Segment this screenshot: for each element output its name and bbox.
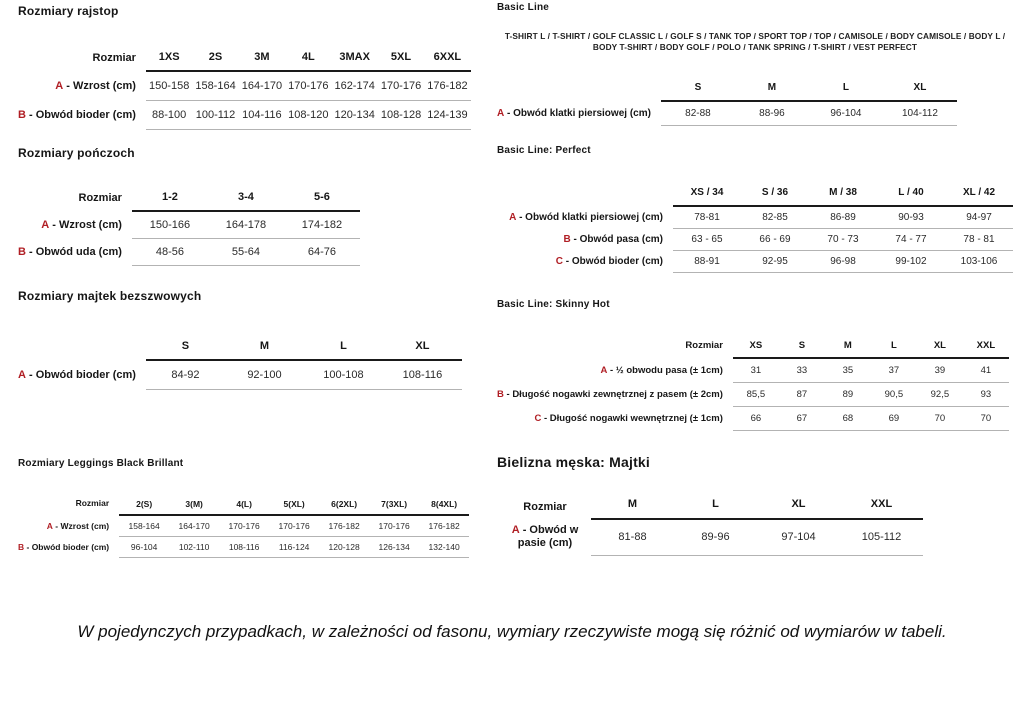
footnote: W pojedynczych przypadkach, w zależności od fasonu, wymiary rzeczywiste mogą się różnić od wymiarów w tabeli. bbox=[77, 622, 947, 641]
table-row bbox=[18, 101, 471, 130]
table-corner-label: Rozmiar bbox=[523, 500, 567, 513]
column-header: M bbox=[825, 337, 871, 358]
table-row bbox=[497, 383, 1009, 407]
size-table bbox=[497, 78, 957, 126]
row-label: A - Obwód w pasie (cm) bbox=[511, 524, 579, 550]
table-row bbox=[497, 251, 1013, 273]
size-value: 84-92 bbox=[146, 360, 225, 390]
row-letter: A bbox=[509, 211, 517, 223]
size-value: 170-176 bbox=[285, 71, 331, 101]
column-header: XS / 34 bbox=[673, 183, 741, 206]
section-title-rajstop: Rozmiary rajstop bbox=[18, 4, 119, 18]
size-value: 108-116 bbox=[219, 537, 269, 558]
column-header: XS bbox=[733, 337, 779, 358]
size-value: 94-97 bbox=[945, 206, 1013, 229]
row-label: B - Obwód pasa (cm) bbox=[563, 234, 663, 245]
basic-line-size-table bbox=[497, 78, 1020, 126]
size-table bbox=[505, 493, 923, 556]
row-letter: A bbox=[511, 524, 520, 536]
table-corner-label: Rozmiar bbox=[685, 340, 723, 351]
section-basic-line bbox=[497, 2, 1020, 126]
size-value: 92-95 bbox=[741, 251, 809, 273]
column-header: S / 36 bbox=[741, 183, 809, 206]
size-value: 31 bbox=[733, 358, 779, 383]
size-value: 162-174 bbox=[331, 71, 377, 101]
row-label: B - Obwód uda (cm) bbox=[18, 246, 122, 258]
size-value: 102-110 bbox=[169, 537, 219, 558]
section-majtki-bezszwowe bbox=[18, 289, 462, 390]
size-value: 103-106 bbox=[945, 251, 1013, 273]
row-letter: B bbox=[18, 109, 26, 121]
column-header: 1XS bbox=[146, 47, 192, 71]
table-corner-label bbox=[497, 78, 661, 101]
size-value: 170-176 bbox=[378, 71, 424, 101]
size-table bbox=[497, 337, 1009, 431]
size-value: 108-128 bbox=[378, 101, 424, 130]
size-value: 124-139 bbox=[424, 101, 470, 130]
ponczochy-size-table bbox=[18, 187, 360, 266]
table-corner-label bbox=[497, 183, 673, 206]
row-label: A - ½ obwodu pasa (± 1cm) bbox=[600, 364, 723, 376]
table-row bbox=[497, 206, 1013, 229]
row-label: B - Obwód bioder (cm) bbox=[18, 542, 110, 552]
size-value: 69 bbox=[871, 407, 917, 431]
column-header: XXL bbox=[840, 493, 923, 519]
row-label: A - Wzrost (cm) bbox=[41, 218, 122, 231]
column-header: 2S bbox=[192, 47, 238, 71]
size-value: 66 bbox=[733, 407, 779, 431]
column-header: 3-4 bbox=[208, 187, 284, 211]
row-letter: A bbox=[18, 368, 26, 381]
size-value: 48-56 bbox=[132, 239, 208, 266]
column-header: 7(3XL) bbox=[369, 497, 419, 515]
size-value: 132-140 bbox=[419, 537, 469, 558]
size-value: 104-116 bbox=[239, 101, 285, 130]
size-value: 150-166 bbox=[132, 211, 208, 239]
column-header: 5(XL) bbox=[269, 497, 319, 515]
section-basic-line-skinny-hot bbox=[497, 299, 1009, 431]
row-label: C - Obwód bioder (cm) bbox=[555, 256, 663, 267]
size-value: 70 - 73 bbox=[809, 229, 877, 251]
column-header: 6XXL bbox=[424, 47, 470, 71]
column-header: S bbox=[779, 337, 825, 358]
size-value: 68 bbox=[825, 407, 871, 431]
column-header: M bbox=[735, 78, 809, 101]
column-header: XL bbox=[883, 78, 957, 101]
table-corner-label: Rozmiar bbox=[92, 52, 136, 64]
size-value: 116-124 bbox=[269, 537, 319, 558]
row-letter: C bbox=[534, 413, 542, 424]
rajstop-size-table bbox=[18, 47, 471, 130]
table-row bbox=[497, 407, 1009, 431]
leggings-size-table bbox=[18, 497, 469, 558]
table-header-row bbox=[497, 78, 957, 101]
table-row bbox=[18, 515, 469, 537]
column-header: L bbox=[809, 78, 883, 101]
size-value: 164-178 bbox=[208, 211, 284, 239]
size-value: 126-134 bbox=[369, 537, 419, 558]
size-value: 86-89 bbox=[809, 206, 877, 229]
column-header: M bbox=[591, 493, 674, 519]
size-value: 174-182 bbox=[284, 211, 360, 239]
table-row bbox=[497, 358, 1009, 383]
section-basic-line-perfect bbox=[497, 145, 1013, 273]
size-table bbox=[18, 336, 462, 390]
row-label: A - Obwód klatki piersiowej (cm) bbox=[509, 211, 663, 223]
size-value: 63 - 65 bbox=[673, 229, 741, 251]
size-value: 37 bbox=[871, 358, 917, 383]
row-letter: B bbox=[563, 234, 571, 245]
row-label: C - Długość nogawki wewnętrznej (± 1cm) bbox=[534, 413, 723, 424]
size-value: 35 bbox=[825, 358, 871, 383]
size-value: 81-88 bbox=[591, 519, 674, 555]
column-header: XL / 42 bbox=[945, 183, 1013, 206]
size-value: 108-116 bbox=[383, 360, 462, 390]
section-title-ponczochy: Rozmiary pończoch bbox=[18, 146, 135, 160]
table-header-row bbox=[497, 183, 1013, 206]
majtki-bezszwowe-size-table bbox=[18, 336, 462, 390]
size-value: 88-91 bbox=[673, 251, 741, 273]
size-value: 82-88 bbox=[661, 101, 735, 126]
table-header-row bbox=[18, 336, 462, 360]
size-value: 55-64 bbox=[208, 239, 284, 266]
skinny-hot-size-table bbox=[497, 337, 1009, 431]
size-value: 87 bbox=[779, 383, 825, 407]
table-header-row bbox=[497, 337, 1009, 358]
column-header: L bbox=[871, 337, 917, 358]
column-header: L bbox=[674, 493, 757, 519]
size-value: 164-170 bbox=[239, 71, 285, 101]
table-header-row bbox=[18, 497, 469, 515]
size-value: 120-134 bbox=[331, 101, 377, 130]
row-letter: A bbox=[497, 107, 505, 119]
column-header: S bbox=[146, 336, 225, 360]
size-value: 88-96 bbox=[735, 101, 809, 126]
size-value: 39 bbox=[917, 358, 963, 383]
row-label: B - Długość nogawki zewnętrznej z pasem (± 2cm) bbox=[497, 389, 723, 400]
table-row bbox=[505, 519, 923, 555]
column-header: 8(4XL) bbox=[419, 497, 469, 515]
size-value: 92-100 bbox=[225, 360, 304, 390]
table-header-row bbox=[505, 493, 923, 519]
size-value: 78 - 81 bbox=[945, 229, 1013, 251]
size-value: 176-182 bbox=[419, 515, 469, 537]
column-header: 3(M) bbox=[169, 497, 219, 515]
size-table bbox=[18, 497, 469, 558]
column-header: 3MAX bbox=[331, 47, 377, 71]
size-value: 104-112 bbox=[883, 101, 957, 126]
size-value: 70 bbox=[917, 407, 963, 431]
table-row bbox=[18, 211, 360, 239]
size-value: 105-112 bbox=[840, 519, 923, 555]
section-ponczochy bbox=[18, 146, 360, 266]
table-row bbox=[18, 239, 360, 266]
size-value: 88-100 bbox=[146, 101, 192, 130]
size-value: 85,5 bbox=[733, 383, 779, 407]
row-label: B - Obwód bioder (cm) bbox=[18, 109, 136, 121]
size-value: 158-164 bbox=[192, 71, 238, 101]
size-value: 170-176 bbox=[369, 515, 419, 537]
section-title-leggings: Rozmiary Leggings Black Brillant bbox=[18, 458, 184, 469]
row-letter: A bbox=[600, 364, 608, 376]
column-header: XXL bbox=[963, 337, 1009, 358]
size-value: 67 bbox=[779, 407, 825, 431]
size-value: 99-102 bbox=[877, 251, 945, 273]
size-value: 96-104 bbox=[809, 101, 883, 126]
size-value: 176-182 bbox=[319, 515, 369, 537]
bielizna-meska-size-table bbox=[505, 493, 923, 556]
column-header: L / 40 bbox=[877, 183, 945, 206]
row-letter: C bbox=[555, 256, 563, 267]
table-row bbox=[497, 229, 1013, 251]
column-header: 6(2XL) bbox=[319, 497, 369, 515]
size-value: 70 bbox=[963, 407, 1009, 431]
size-table bbox=[18, 47, 471, 130]
section-title-majtki-bezszwowe: Rozmiary majtek bezszwowych bbox=[18, 289, 202, 303]
size-value: 176-182 bbox=[424, 71, 470, 101]
table-header-row bbox=[18, 187, 360, 211]
row-letter: B bbox=[18, 246, 26, 258]
size-value: 93 bbox=[963, 383, 1009, 407]
size-value: 96-98 bbox=[809, 251, 877, 273]
size-value: 158-164 bbox=[119, 515, 169, 537]
column-header: 3M bbox=[239, 47, 285, 71]
table-header-row bbox=[18, 47, 471, 71]
size-value: 33 bbox=[779, 358, 825, 383]
column-header: L bbox=[304, 336, 383, 360]
size-table bbox=[497, 183, 1013, 273]
column-header: 5XL bbox=[378, 47, 424, 71]
section-leggings bbox=[18, 458, 469, 558]
column-header: XL bbox=[383, 336, 462, 360]
size-value: 100-108 bbox=[304, 360, 383, 390]
size-value: 120-128 bbox=[319, 537, 369, 558]
size-value: 78-81 bbox=[673, 206, 741, 229]
table-corner-label bbox=[18, 336, 146, 360]
column-header: 2(S) bbox=[119, 497, 169, 515]
row-label: A - Obwód klatki piersiowej (cm) bbox=[497, 107, 651, 119]
table-row bbox=[18, 360, 462, 390]
column-header: S bbox=[661, 78, 735, 101]
basic-line-product-list: T-SHIRT L / T-SHIRT / GOLF CLASSIC L / GOLF S / TANK TOP / SPORT TOP / TOP / CAMISOLE / BODY CAMISOLE / BODY L / BODY T-SHIRT / BODY GOLF / POLO / TANK SPRING / T-SHIRT / VEST PERFECT bbox=[504, 31, 1006, 52]
size-value: 170-176 bbox=[219, 515, 269, 537]
row-label: A - Wzrost (cm) bbox=[55, 79, 136, 92]
column-header: 4(L) bbox=[219, 497, 269, 515]
section-rajstop bbox=[18, 4, 471, 130]
section-title-perfect: Basic Line: Perfect bbox=[497, 145, 591, 156]
size-value: 100-112 bbox=[192, 101, 238, 130]
size-value: 41 bbox=[963, 358, 1009, 383]
size-table bbox=[18, 187, 360, 266]
section-title-bielizna-meska: Bielizna męska: Majtki bbox=[497, 454, 651, 470]
column-header: XL bbox=[757, 493, 840, 519]
row-letter: A bbox=[41, 218, 50, 231]
column-header: XL bbox=[917, 337, 963, 358]
size-value: 108-120 bbox=[285, 101, 331, 130]
column-header: M / 38 bbox=[809, 183, 877, 206]
row-letter: A bbox=[55, 79, 64, 92]
row-letter: B bbox=[497, 389, 504, 400]
table-row bbox=[497, 101, 957, 126]
size-value: 92,5 bbox=[917, 383, 963, 407]
column-header: 5-6 bbox=[284, 187, 360, 211]
size-value: 96-104 bbox=[119, 537, 169, 558]
size-value: 64-76 bbox=[284, 239, 360, 266]
section-bielizna-meska bbox=[497, 454, 923, 556]
table-row bbox=[18, 537, 469, 558]
table-corner-label: Rozmiar bbox=[78, 192, 122, 204]
row-label: A - Obwód bioder (cm) bbox=[18, 368, 136, 381]
table-corner-label: Rozmiar bbox=[75, 498, 110, 508]
size-value: 82-85 bbox=[741, 206, 809, 229]
row-letter: B bbox=[18, 542, 25, 552]
size-value: 150-158 bbox=[146, 71, 192, 101]
size-value: 164-170 bbox=[169, 515, 219, 537]
perfect-size-table bbox=[497, 183, 1013, 273]
column-header: M bbox=[225, 336, 304, 360]
row-label: A - Wzrost (cm) bbox=[46, 520, 110, 531]
size-value: 89 bbox=[825, 383, 871, 407]
size-value: 66 - 69 bbox=[741, 229, 809, 251]
section-title-skinny-hot: Basic Line: Skinny Hot bbox=[497, 299, 610, 310]
size-value: 97-104 bbox=[757, 519, 840, 555]
row-letter: A bbox=[46, 520, 53, 531]
size-value: 90-93 bbox=[877, 206, 945, 229]
table-row bbox=[18, 71, 471, 101]
size-value: 90,5 bbox=[871, 383, 917, 407]
size-value: 89-96 bbox=[674, 519, 757, 555]
size-value: 74 - 77 bbox=[877, 229, 945, 251]
size-value: 170-176 bbox=[269, 515, 319, 537]
section-title-basic-line: Basic Line bbox=[497, 2, 550, 13]
column-header: 1-2 bbox=[132, 187, 208, 211]
column-header: 4L bbox=[285, 47, 331, 71]
